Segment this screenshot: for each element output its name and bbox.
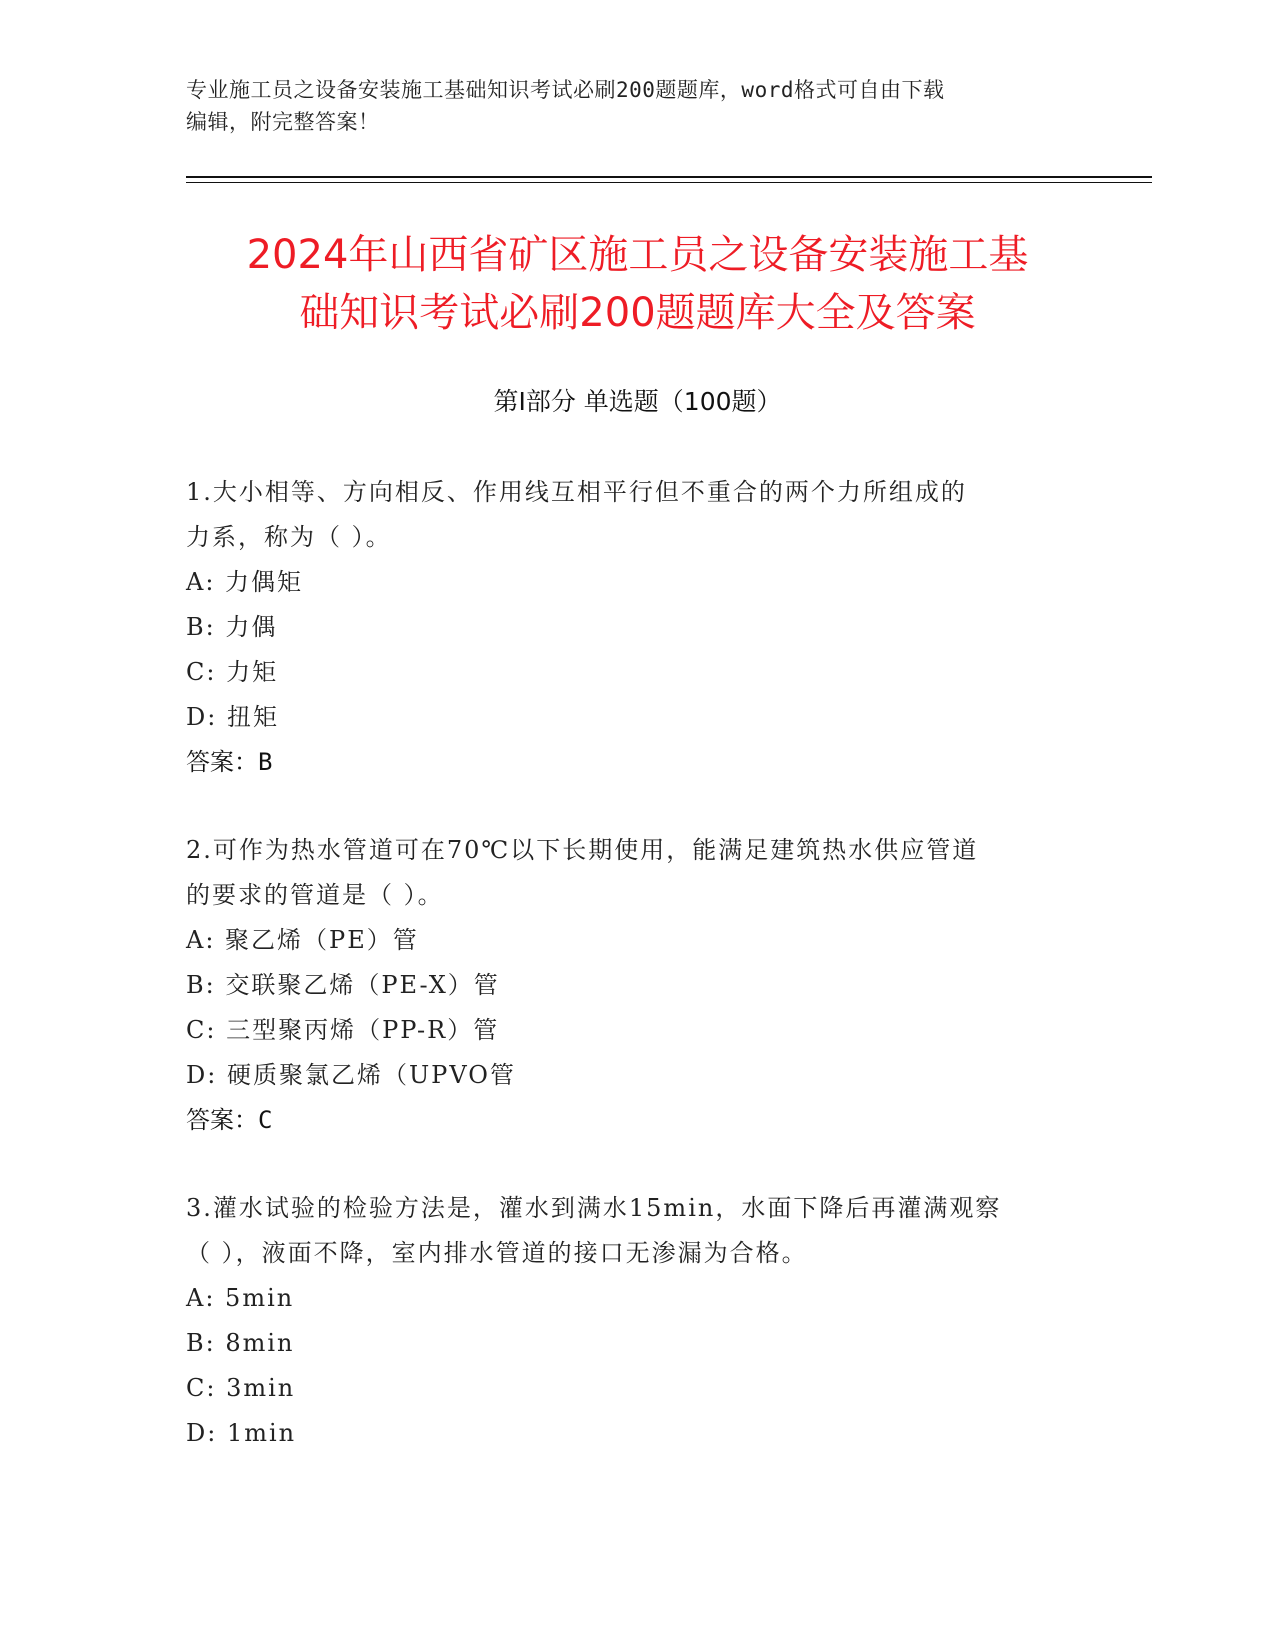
- header-note-line-1: 专业施工员之设备安装施工基础知识考试必刷200题题库，word格式可自由下载: [186, 78, 945, 102]
- answer-label: 答案：: [186, 1106, 258, 1134]
- question-stem: [186, 470, 1086, 560]
- answer-value: C: [258, 1106, 273, 1134]
- question-stem-line-2: （ ），液面不降，室内排水管道的接口无渗漏为合格。: [186, 1239, 808, 1267]
- answer-value: B: [258, 748, 273, 776]
- option-d: D: 扭矩: [186, 703, 279, 731]
- document-title: [150, 226, 1125, 342]
- answer-label: 答案：: [186, 748, 258, 776]
- question-3: [186, 1186, 1086, 1456]
- question-list: [186, 470, 1086, 1499]
- option-a: A: 力偶矩: [186, 568, 304, 596]
- question-stem-line-2: 的要求的管道是（ ）。: [186, 881, 444, 909]
- option-d: D: 硬质聚氯乙烯（UPVO管: [186, 1061, 516, 1089]
- question-1: [186, 470, 1086, 785]
- option-b: B: 交联聚乙烯（PE-X）管: [186, 971, 500, 999]
- question-stem-line-1: 1.大小相等、方向相反、作用线互相平行但不重合的两个力所组成的: [186, 478, 967, 506]
- option-c: C: 三型聚丙烯（PP-R）管: [186, 1016, 500, 1044]
- option-a: A: 聚乙烯（PE）管: [186, 926, 419, 954]
- header-divider-thick: [186, 176, 1152, 178]
- option-c: C: 3min: [186, 1374, 296, 1402]
- option-a: A: 5min: [186, 1284, 295, 1312]
- question-stem-line-1: 3.灌水试验的检验方法是，灌水到满水15min，水面下降后再灌满观察: [186, 1194, 1002, 1222]
- question-stem: [186, 1186, 1086, 1276]
- option-b: B: 8min: [186, 1329, 295, 1357]
- question-stem-line-2: 力系，称为（ ）。: [186, 523, 392, 551]
- question-2: [186, 828, 1086, 1143]
- section-title: 第Ⅰ部分 单选题（100题）: [493, 387, 782, 416]
- document-title-line-2: 础知识考试必刷200题题库大全及答案: [299, 290, 976, 336]
- question-stem: [186, 828, 1086, 918]
- document-title-line-1: 2024年山西省矿区施工员之设备安装施工基: [246, 232, 1029, 278]
- answer: [186, 1098, 1086, 1143]
- header-note-line-2: 编辑，附完整答案！: [186, 110, 380, 134]
- option-d: D: 1min: [186, 1419, 297, 1447]
- option-b: B: 力偶: [186, 613, 278, 641]
- option-c: C: 力矩: [186, 658, 279, 686]
- header-note: [186, 74, 1086, 138]
- question-stem-line-1: 2.可作为热水管道可在70℃以下长期使用，能满足建筑热水供应管道: [186, 836, 979, 864]
- header-divider-thin: [186, 182, 1152, 183]
- answer: [186, 740, 1086, 785]
